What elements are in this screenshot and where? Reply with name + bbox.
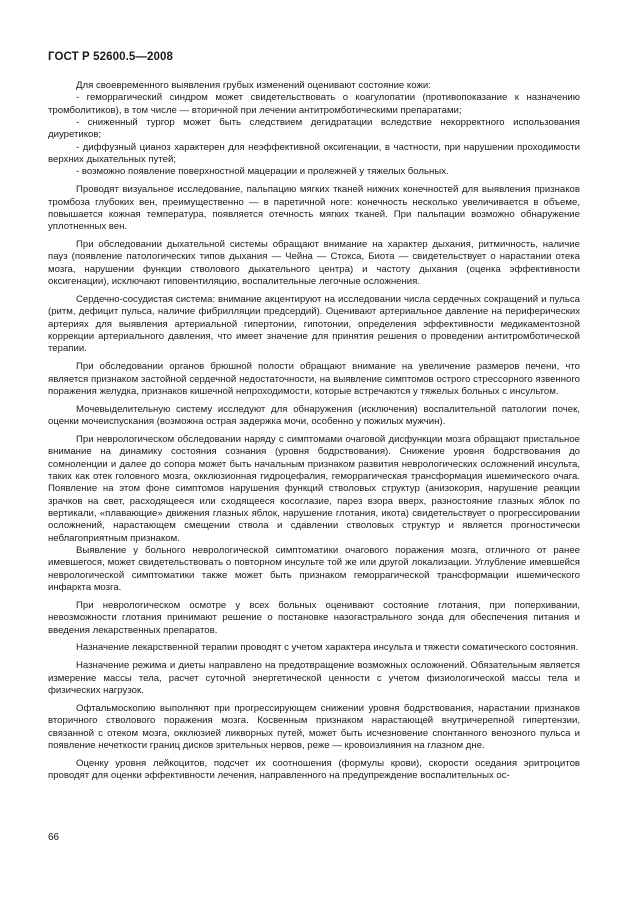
paragraph: Проводят визуальное исследование, пальпацию мягких тканей нижних конечностей для выявления признаков тромбоза глубоких вен, преимущественно — в паретичной ноге: конечность несколько увеличивается в объеме, повышается кожная температура, появляется отечность мягких тканей. При пальпации возможно обнаружение уплотненных вен.: [48, 184, 580, 233]
paragraph: Назначение режима и диеты направлено на предотвращение возможных осложнений. Обязательным является измерение массы тела, расчет суточной энергетической ценности с учетом физиологической массы тела и физических нагрузок.: [48, 660, 580, 696]
document-header: ГОСТ Р 52600.5—2008: [48, 51, 173, 63]
list-item: - диффузный цианоз характерен для неэффективной оксигенации, в частности, при нарушении проходимости верхних дыхательных путей;: [48, 141, 580, 166]
paragraph: Выявление у больного неврологической симптоматики очагового поражения мозга, отличного от ранее имевшегося, может свидетельствовать о повторном инсульте той же или другой локализации. Углубление имевшейся неврологической симптоматики также может быть признаком геморрагической трансформации ишемического инфаркта мозга.: [48, 545, 580, 594]
paragraph: Назначение лекарственной терапии проводят с учетом характера инсульта и тяжести соматического состояния.: [76, 642, 579, 654]
paragraph: Офтальмоскопию выполняют при прогрессирующем снижении уровня бодрствования, нарастании признаков вторичного стволового поражения мозга. Косвенным признаком нарастающей внутричерепной гипертензии, связанной с отеком мозга, окклюзией ликворных путей, может быть исчезновение спонтанного венозного пульса и появление нечеткости границ дисков зрительных нервов, реже — кровоизлияния на глазном дне.: [48, 702, 580, 751]
paragraph: Мочевыделительную систему исследуют для обнаружения (исключения) воспалительной патологии почек, оценки мочеиспускания (возможна острая задержка мочи, особенно у пожилых мужчин).: [48, 403, 580, 428]
page-number: 66: [48, 832, 60, 843]
paragraph: Сердечно-сосудистая система: внимание акцентируют на исследовании числа сердечных сокращений и пульса (ритм, дефицит пульса, наличие фибрилляции предсердий). Оценивают артериальное давление на периферических артериях для выявления артериальной гипертонии, гипотонии, определения эффективности медикаментозной коррекции артериального давления, что имеет значение для принятия решения о проведении антитромботической терапии.: [48, 294, 580, 355]
paragraph: Для своевременного выявления грубых изменений оценивают состояние кожи:: [76, 80, 431, 91]
paragraph: При неврологическом обследовании наряду с симптомами очаговой дисфункции мозга обращают пристальное внимание на динамику состояния сознания (уровня бодрствования). Снижение уровня бодрствования до сомноленции и далее до сопора может быть начальным признаком развития неврологических осложнений инсульта, таких как отек головного мозга, окклюзионная гидроцефалия, геморрагическая трансформация ишемического очага. Появление на этом фоне симптомов нарушения функций стволовых структур (анизокория, нарушение реакции зрачков на свет, расходящееся или сходящееся косоглазие, парез взора вверх, разностояние глазных яблок по вертикали, «плавающие» движения глазных яблок, нарушение глотания, икота) свидетельствует о прогрессировании осложнений, нарастающем смещении ствола и сдавлении стволовых структур и является прогностически неблагоприятным признаком.: [48, 433, 580, 544]
paragraph: При обследовании органов брюшной полости обращают внимание на увеличение размеров печени, что является признаком застойной сердечной недостаточности, на выявление симптомов острого стрессорного язвенного поражения желудка, признаков кишечной непроходимости, которые встречаются у тяжелых больных с инсультом.: [48, 361, 580, 397]
list-item: - геморрагический синдром может свидетельствовать о коагулопатии (противопоказание к назначению тромболитиков), в том числе — вторичной при лечении антитромботическими препаратами;: [48, 92, 580, 116]
paragraph: При обследовании дыхательной системы обращают внимание на характер дыхания, ритмичность, наличие пауз (появление патологических типов дыхания — Чейна — Стокса, Биота — свидетельствует о нарастании отека мозга, нарушении функции стволового дыхательного центра) и частоту дыхания (оценка эффективности оксигенации), исключают гиповентиляцию, воспалительные легочные осложнения.: [48, 239, 580, 288]
document-body: [48, 80, 580, 788]
paragraph: Оценку уровня лейкоцитов, подсчет их соотношения (формулы крови), скорости оседания эритроцитов проводят для оценки эффективности лечения, направленного на предупреждение воспалительных ос-: [48, 757, 580, 782]
list-item: - возможно появление поверхностной мацерации и пролежней у тяжелых больных.: [76, 166, 449, 178]
list-item: - сниженный тургор может быть следствием дегидратации вследствие некорректного использования диуретиков;: [48, 117, 580, 141]
paragraph: При неврологическом осмотре у всех больных оценивают состояние глотания, при поперхивании, невозможности глотания принимают решение о постановке назогастрального зонда для обеспечения питания и введения лекарственных препаратов.: [48, 599, 580, 636]
